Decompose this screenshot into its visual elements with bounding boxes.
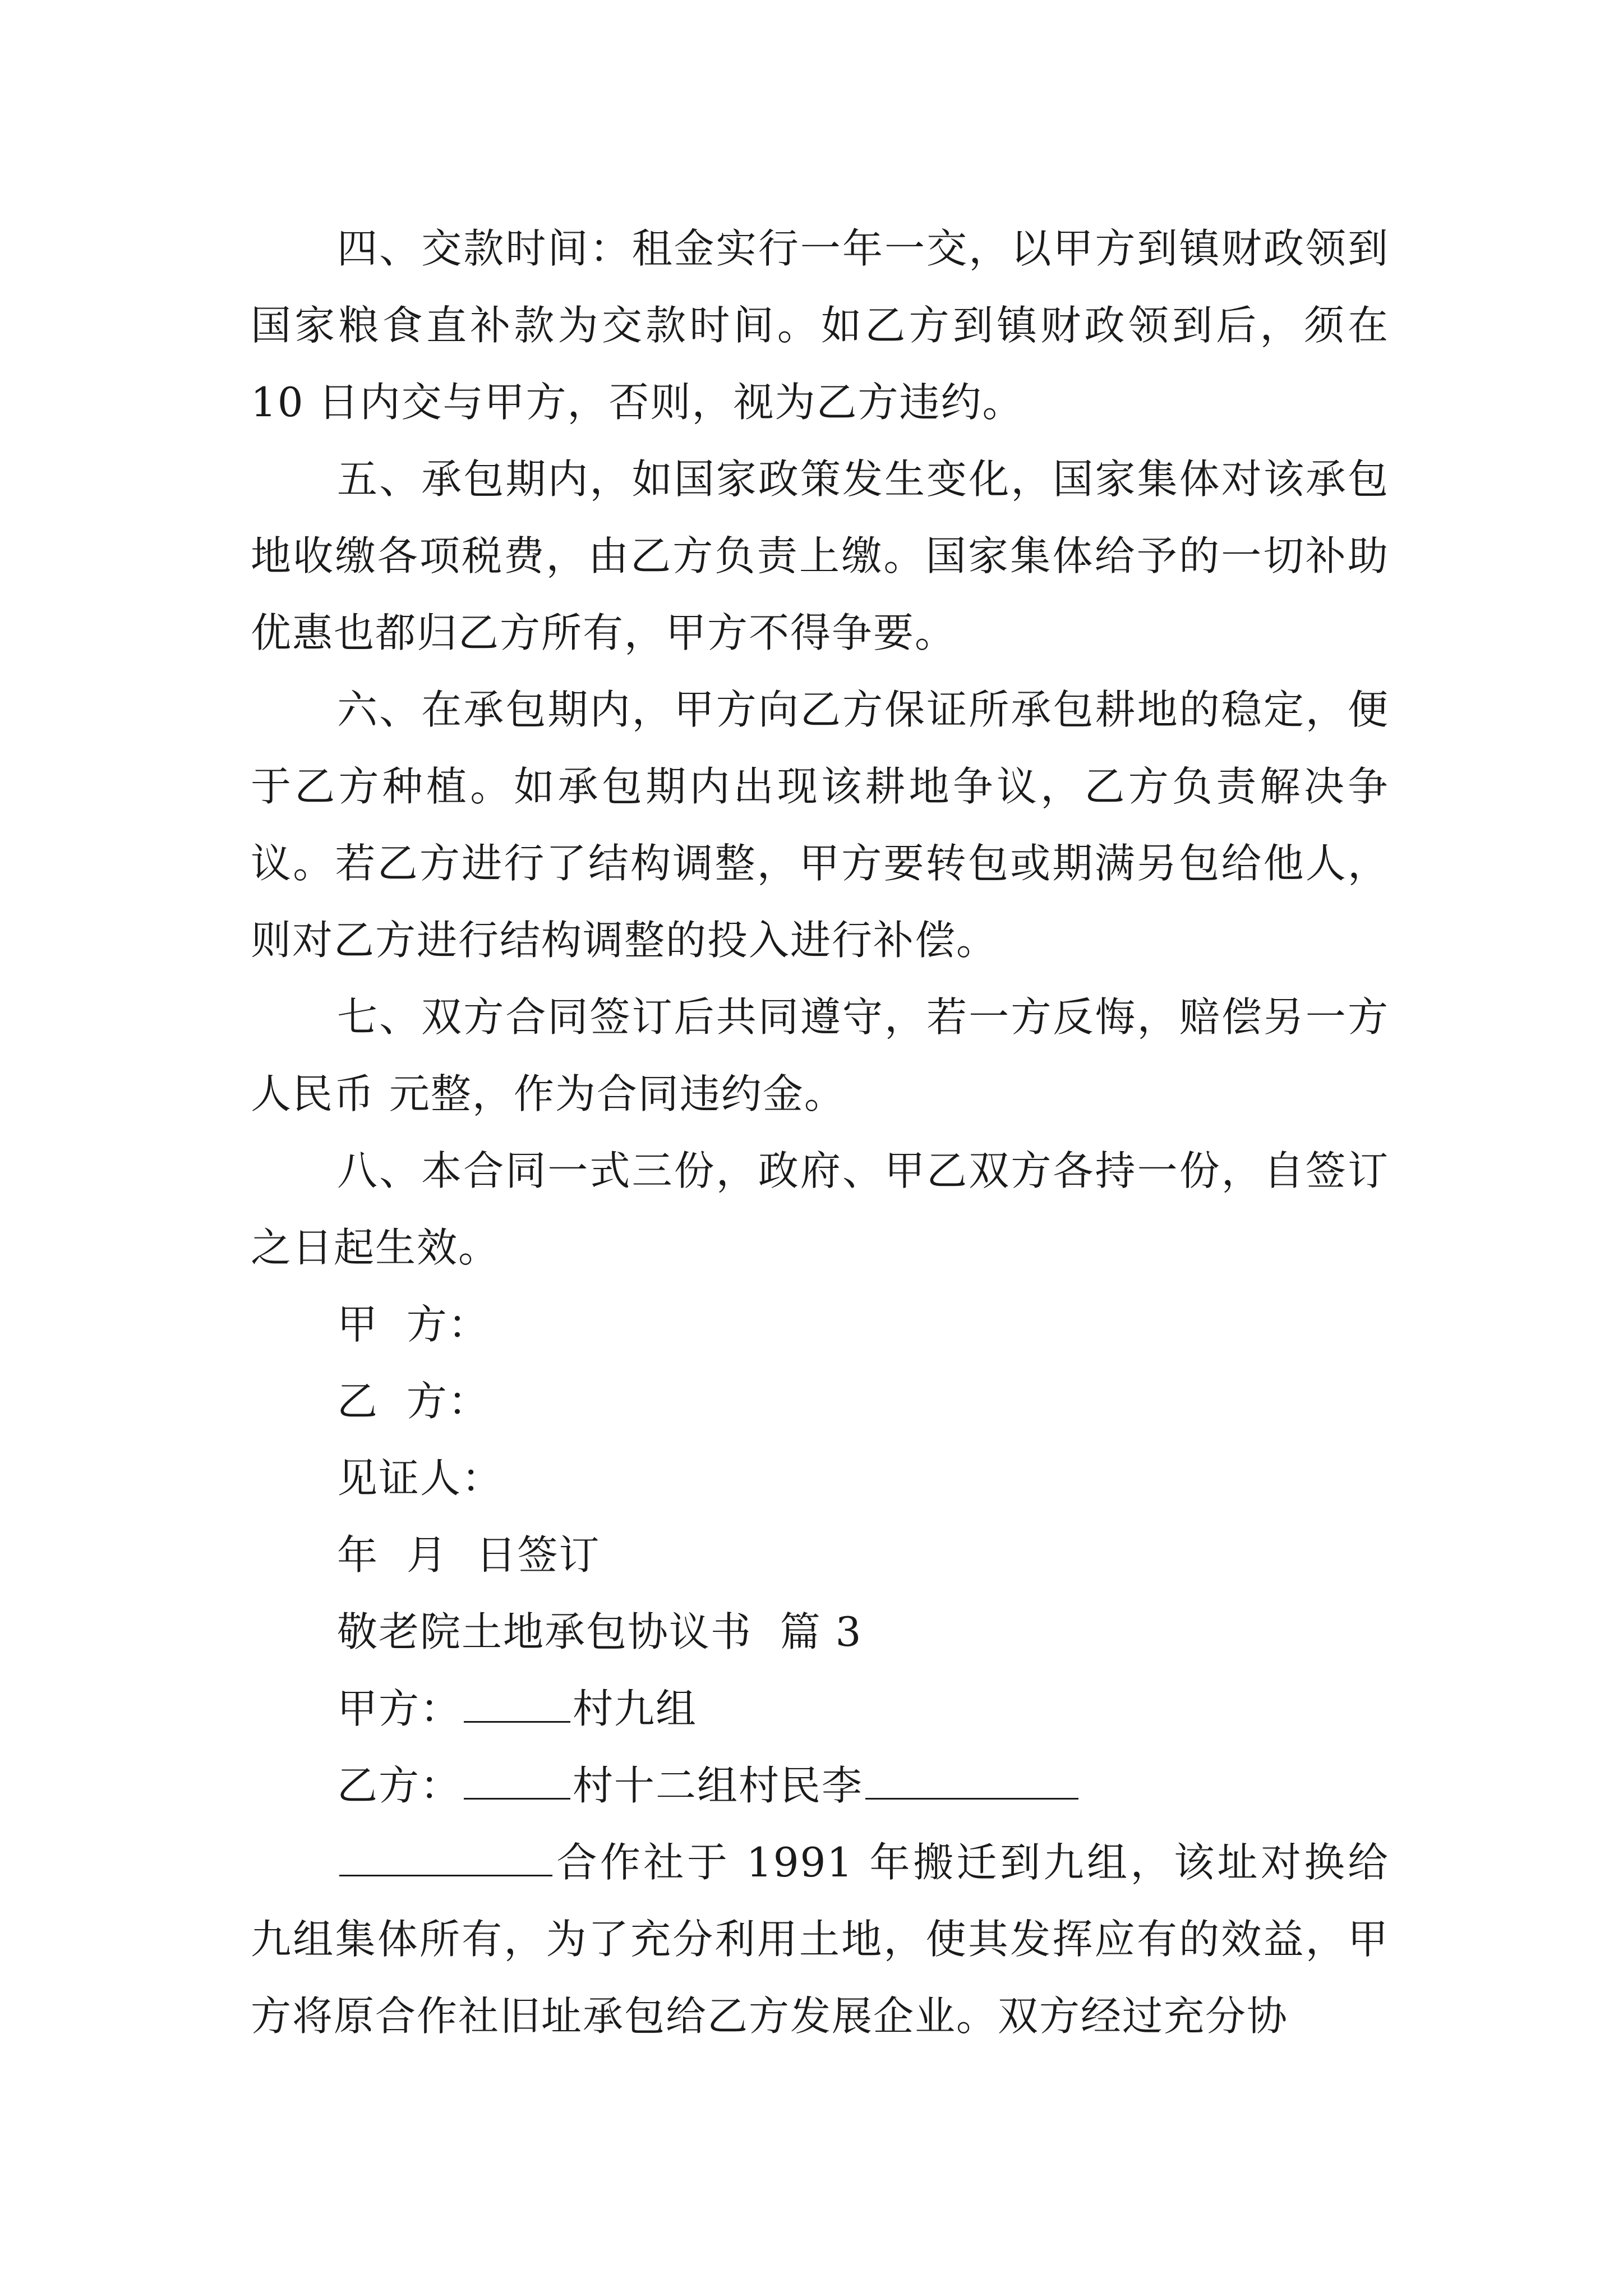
cooperative-name-blank [339,1834,552,1876]
document-body [251,210,1389,2055]
clause-7: 七、双方合同签订后共同遵守，若一方反悔，赔偿另一方人民币 元整，作为合同违约金。 [251,993,1389,1117]
section3-body [251,1824,1389,2055]
section3-body-text: 合作社于 1991 年搬迁到九组，该址对换给九组集体所有，为了充分利用土地，使其发挥应有的效益，甲方将原合作社旧址承包给乙方发展企业。双方经过充分协 [251,1839,1389,2040]
party-a-suffix: 村九组 [573,1685,698,1732]
signature-party-b: 乙 方： [337,1378,490,1425]
party-b-label: 乙方： [337,1762,462,1809]
section3-party-a [251,1671,1389,1747]
section-title: 敬老院土地承包协议书 篇 3 [337,1608,863,1655]
clause-5: 五、承包期内，如国家政策发生变化，国家集体对该承包地收缴各项税费，由乙方负责上缴。国家集体给予的一切补助优惠也都归乙方所有，甲方不得争要。 [251,455,1389,656]
party-a-blank [464,1681,570,1723]
signature-party-a: 甲 方： [337,1301,490,1348]
clause-4: 四、交款时间：租金实行一年一交，以甲方到镇财政领到国家粮食直补款为交款时间。如乙方到镇财政领到后，须在 10 日内交与甲方，否则，视为乙方违约。 [251,225,1389,426]
section3-party-b [251,1747,1389,1824]
signature-date: 年 月 日签订 [337,1531,601,1579]
party-b-name-blank [865,1757,1078,1800]
signature-witness: 见证人： [337,1455,504,1502]
party-a-label: 甲方： [337,1685,462,1732]
party-b-suffix: 村十二组村民李 [573,1762,864,1809]
party-b-blank [464,1757,570,1800]
clause-8: 八、本合同一式三份，政府、甲乙双方各持一份，自签订之日起生效。 [251,1147,1389,1271]
clause-6: 六、在承包期内，甲方向乙方保证所承包耕地的稳定，便于乙方种植。如承包期内出现该耕地争议，乙方负责解决争议。若乙方进行了结构调整，甲方要转包或期满另包给他人，则对乙方进行结构调整的投入进行补偿。 [251,686,1389,964]
